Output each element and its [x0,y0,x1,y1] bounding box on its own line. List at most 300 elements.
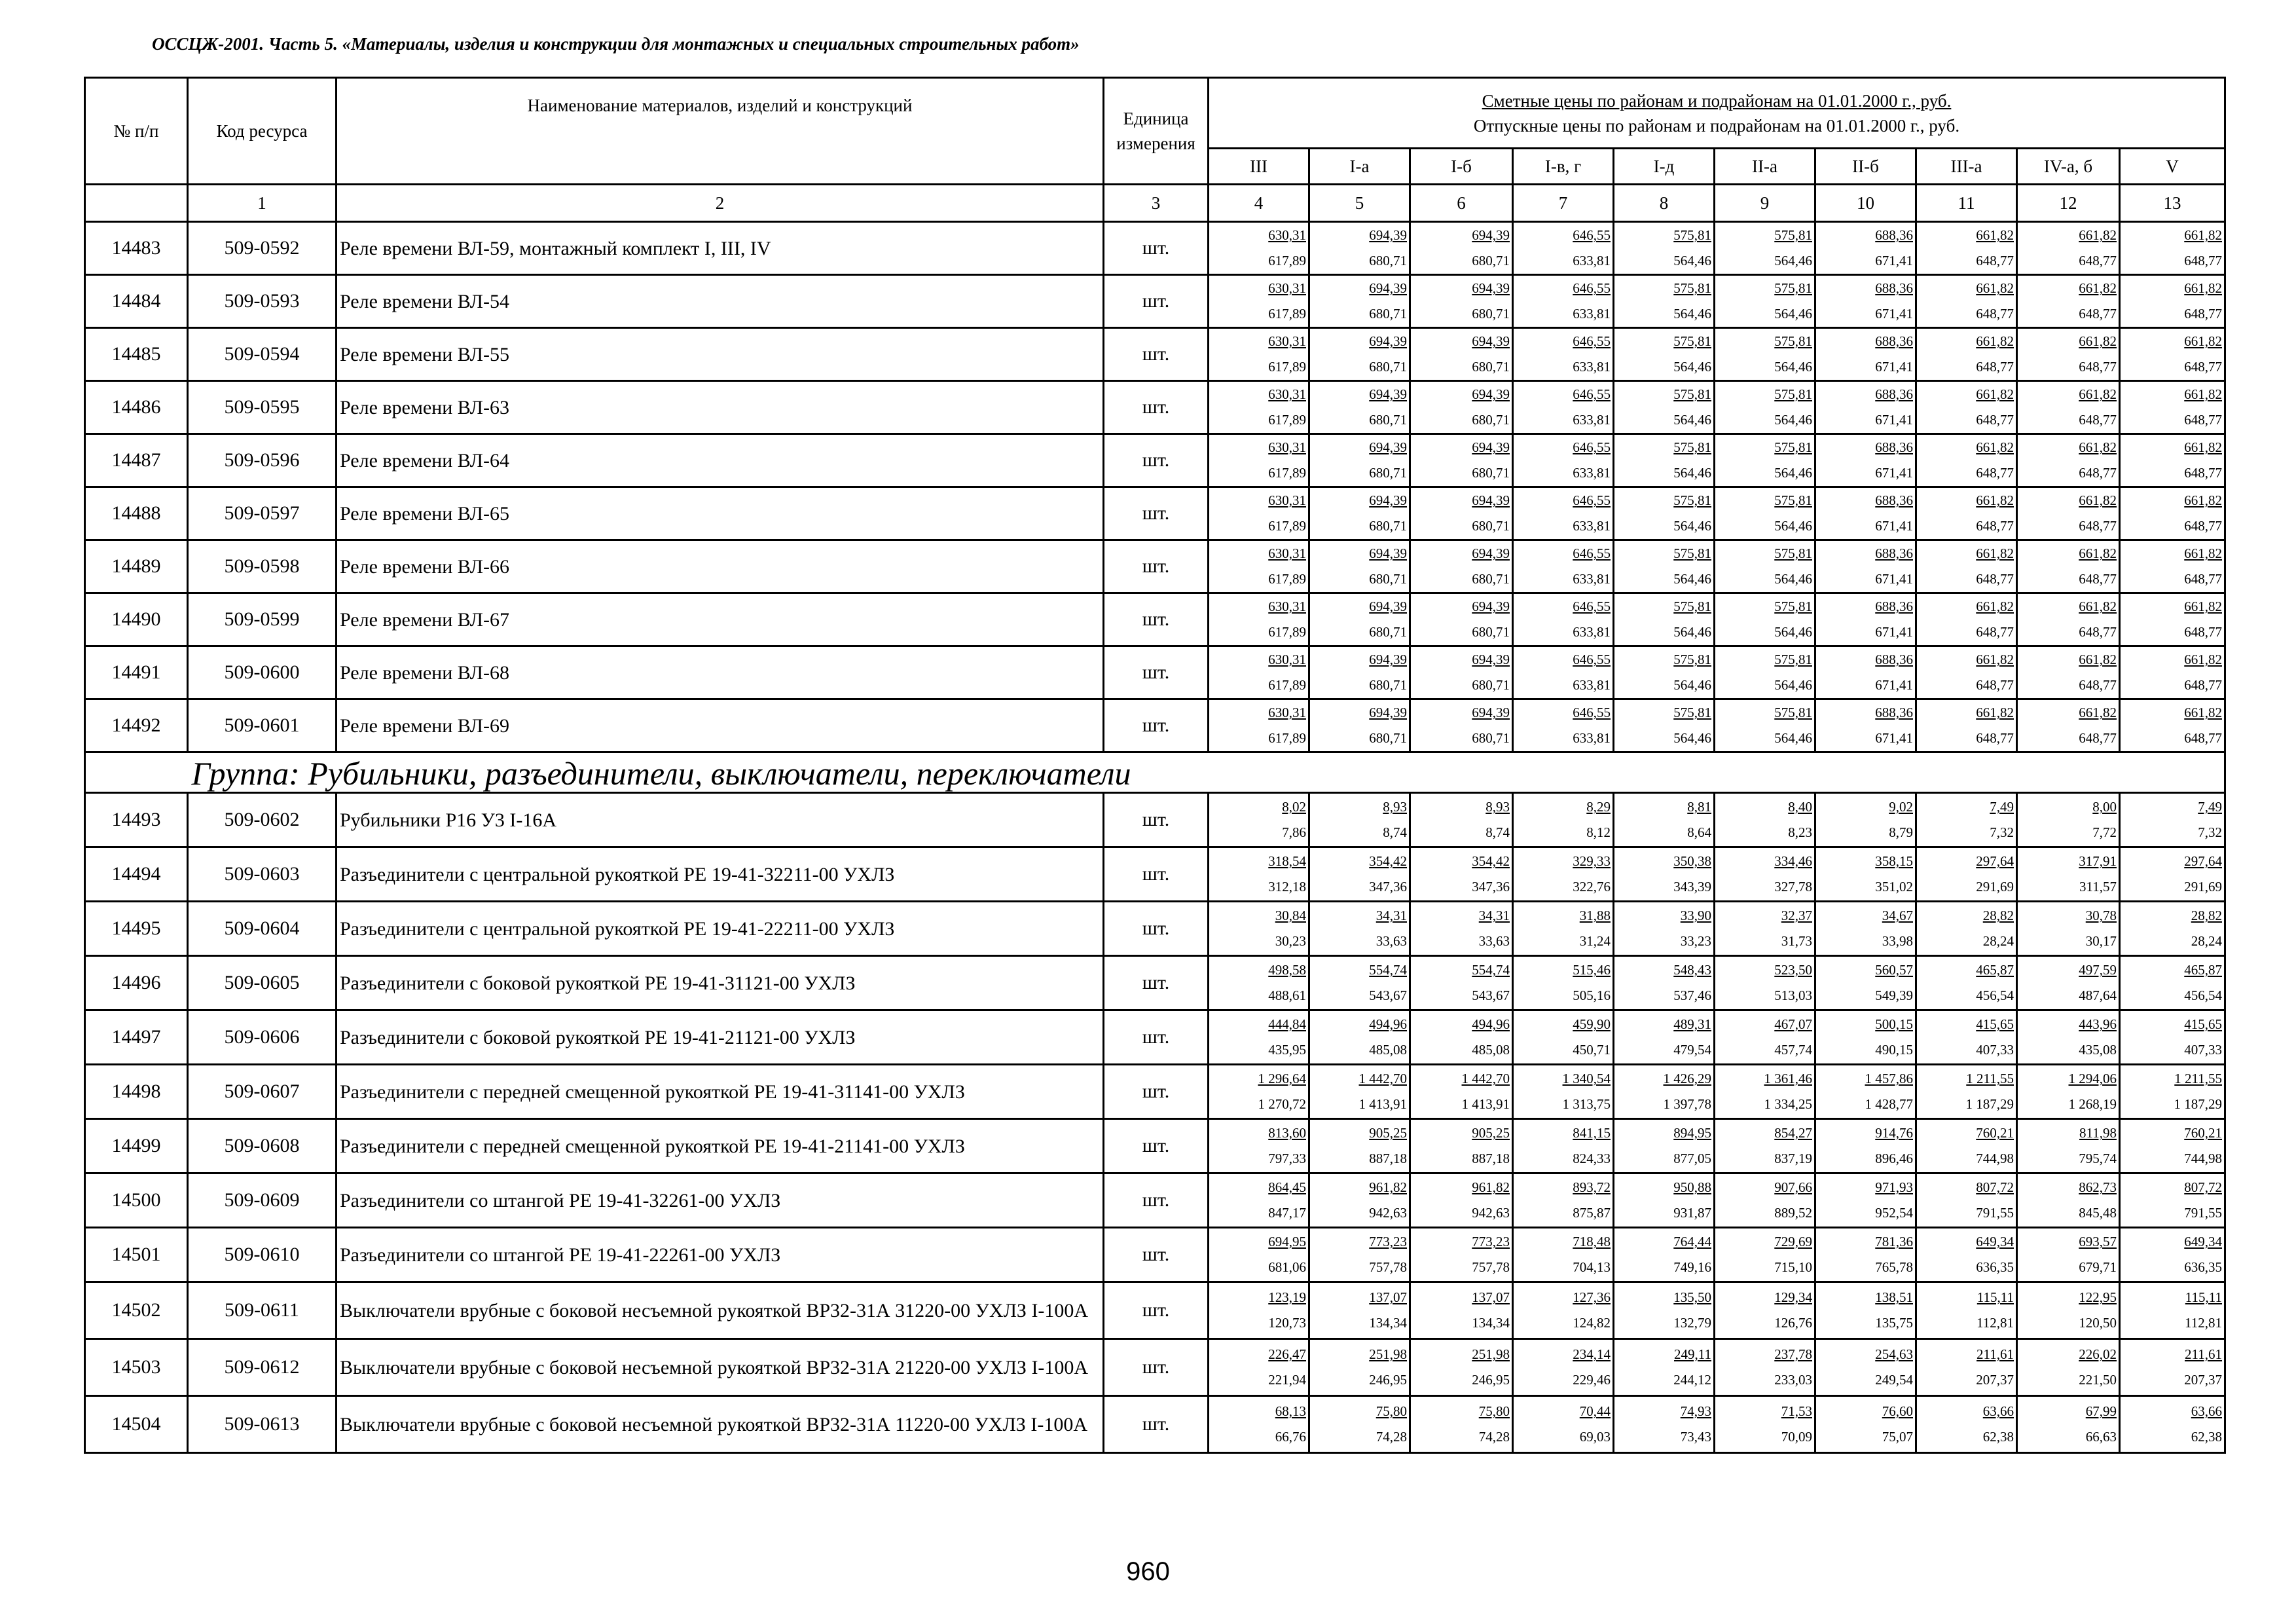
release-price: 648,77 [2079,518,2117,534]
release-price: 1 187,29 [1965,1096,2014,1112]
price-cell [1815,1339,1916,1396]
price-cell [1309,902,1410,956]
estimate-price: 661,82 [2184,439,2222,455]
price-cell [1209,381,1309,434]
unit: шт. [1104,222,1209,275]
release-price: 564,46 [1774,412,1812,428]
release-price: 1 397,78 [1663,1096,1711,1112]
table-row [85,540,2225,593]
estimate-price: 661,82 [2184,492,2222,508]
price-cell [1309,381,1410,434]
price-cell [1815,434,1916,487]
price-cell [1309,275,1410,328]
price-cell [1309,1065,1410,1119]
release-price: 648,77 [2079,730,2117,746]
price-cell [2017,1010,2120,1065]
row-number: 14491 [85,646,188,699]
column-index: 11 [1916,185,2017,222]
release-price: 680,71 [1369,465,1407,481]
price-cell [1916,1396,2017,1453]
release-price: 704,13 [1573,1259,1611,1275]
release-price: 485,08 [1369,1042,1407,1058]
region-header: I-д [1614,149,1715,185]
release-price: 680,71 [1472,571,1510,587]
release-price: 435,08 [2079,1042,2117,1058]
release-price: 564,46 [1774,624,1812,640]
price-cell [1410,328,1513,381]
estimate-price: 318,54 [1268,853,1306,869]
unit: шт. [1104,699,1209,752]
price-cell [1715,1119,1815,1173]
column-index: 13 [2120,185,2225,222]
estimate-price: 688,36 [1875,652,1913,667]
estimate-price: 1 442,70 [1461,1071,1510,1086]
price-cell [1309,1228,1410,1282]
estimate-price: 694,39 [1472,227,1510,243]
release-price: 633,81 [1573,730,1611,746]
release-price: 311,57 [2079,879,2117,895]
material-name: Разъединители с центральной рукояткой РЕ 19-41-32211-00 УХЛЗ [337,847,1104,902]
estimate-price: 661,82 [2184,705,2222,720]
price-cell [1410,1396,1513,1453]
estimate-price: 694,39 [1369,386,1407,402]
release-price: 617,89 [1268,412,1306,428]
release-price: 564,46 [1673,465,1711,481]
resource-code: 509-0608 [188,1119,337,1173]
resource-code: 509-0610 [188,1228,337,1282]
prices-caption-estimate: Сметные цены по районам и подрайонам на 01.01.2000 г., руб. [1482,90,1952,111]
price-cell [2120,956,2225,1010]
estimate-price: 554,74 [1472,962,1510,978]
estimate-price: 358,15 [1875,853,1913,869]
estimate-price: 523,50 [1774,962,1812,978]
row-number: 14497 [85,1010,188,1065]
estimate-price: 329,33 [1573,853,1611,869]
estimate-price: 8,81 [1687,799,1711,815]
material-name: Реле времени ВЛ-54 [337,275,1104,328]
release-price: 680,71 [1369,518,1407,534]
table-row [85,793,2225,847]
price-cell [2017,1119,2120,1173]
release-price: 633,81 [1573,677,1611,693]
estimate-price: 1 457,86 [1865,1071,1913,1086]
estimate-price: 694,39 [1472,545,1510,561]
column-index: 12 [2017,185,2120,222]
release-price: 543,67 [1369,987,1407,1003]
resource-code: 509-0594 [188,328,337,381]
estimate-price: 694,39 [1472,492,1510,508]
material-name: Разъединители с боковой рукояткой РЕ 19-41-31121-00 УХЛЗ [337,956,1104,1010]
release-price: 680,71 [1472,359,1510,375]
col-unit-header: Единица измерения [1104,78,1209,185]
release-price: 680,71 [1472,465,1510,481]
estimate-price: 661,82 [2079,652,2117,667]
release-price: 648,77 [2079,412,2117,428]
release-price: 797,33 [1268,1151,1306,1166]
release-price: 69,03 [1579,1429,1611,1445]
material-name: Реле времени ВЛ-65 [337,487,1104,540]
price-cell [1513,275,1614,328]
release-price: 648,77 [1976,518,2014,534]
release-price: 633,81 [1573,306,1611,322]
row-number: 14486 [85,381,188,434]
table-row [85,699,2225,752]
estimate-price: 575,81 [1774,545,1812,561]
estimate-price: 459,90 [1573,1016,1611,1032]
estimate-price: 251,98 [1472,1346,1510,1362]
release-price: 617,89 [1268,730,1306,746]
estimate-price: 661,82 [2184,386,2222,402]
resource-code: 509-0598 [188,540,337,593]
estimate-price: 28,82 [1982,908,2014,923]
release-price: 7,32 [2198,824,2222,840]
release-price: 648,77 [1976,730,2014,746]
estimate-price: 688,36 [1875,439,1913,455]
row-number: 14504 [85,1396,188,1453]
release-price: 74,28 [1376,1429,1407,1445]
estimate-price: 211,61 [2185,1346,2222,1362]
release-price: 134,34 [1472,1315,1510,1331]
estimate-price: 34,67 [1882,908,1913,923]
release-price: 845,48 [2079,1205,2117,1221]
row-number: 14492 [85,699,188,752]
release-price: 617,89 [1268,677,1306,693]
price-cell [1815,699,1916,752]
row-number: 14500 [85,1173,188,1228]
release-price: 564,46 [1673,730,1711,746]
estimate-price: 560,57 [1875,962,1913,978]
estimate-price: 646,55 [1573,652,1611,667]
release-price: 648,77 [2184,253,2222,268]
estimate-price: 30,84 [1275,908,1306,923]
unit: шт. [1104,847,1209,902]
release-price: 680,71 [1472,412,1510,428]
table-row [85,1173,2225,1228]
estimate-price: 575,81 [1673,652,1711,667]
estimate-price: 661,82 [2079,545,2117,561]
table-row [85,222,2225,275]
estimate-price: 694,39 [1472,705,1510,720]
release-price: 246,95 [1472,1372,1510,1388]
release-price: 407,33 [2184,1042,2222,1058]
price-cell [1916,847,2017,902]
release-price: 680,71 [1472,677,1510,693]
release-price: 744,98 [2184,1151,2222,1166]
price-cell [2017,902,2120,956]
estimate-price: 693,57 [2079,1234,2117,1249]
estimate-price: 688,36 [1875,333,1913,349]
price-cell [1513,1228,1614,1282]
estimate-price: 694,39 [1472,439,1510,455]
price-cell [1815,540,1916,593]
estimate-price: 137,07 [1472,1289,1510,1305]
table-row [85,1282,2225,1339]
unit: шт. [1104,793,1209,847]
estimate-price: 841,15 [1573,1125,1611,1141]
price-cell [1410,793,1513,847]
region-header: III [1209,149,1309,185]
estimate-price: 661,82 [1976,599,2014,614]
estimate-price: 688,36 [1875,492,1913,508]
estimate-price: 249,11 [1674,1346,1711,1362]
price-cell [1614,222,1715,275]
estimate-price: 1 294,06 [2068,1071,2117,1086]
price-cell [2017,434,2120,487]
price-cell [1410,434,1513,487]
estimate-price: 630,31 [1268,545,1306,561]
unit: шт. [1104,956,1209,1010]
table-row [85,487,2225,540]
price-cell [1916,1339,2017,1396]
estimate-price: 515,46 [1573,962,1611,978]
price-cell [2017,1228,2120,1282]
release-price: 744,98 [1976,1151,2014,1166]
row-number: 14499 [85,1119,188,1173]
estimate-price: 760,21 [1976,1125,2014,1141]
release-price: 877,05 [1673,1151,1711,1166]
material-name: Реле времени ВЛ-59, монтажный комплект I, III, IV [337,222,1104,275]
release-price: 351,02 [1875,879,1913,895]
resource-code: 509-0596 [188,434,337,487]
release-price: 1 187,29 [2174,1096,2222,1112]
release-price: 249,54 [1875,1372,1913,1388]
estimate-price: 575,81 [1774,492,1812,508]
release-price: 648,77 [2079,359,2117,375]
price-cell [1209,434,1309,487]
estimate-price: 443,96 [2079,1016,2117,1032]
price-cell [1916,434,2017,487]
release-price: 456,54 [1976,987,2014,1003]
estimate-price: 334,46 [1774,853,1812,869]
price-cell [1410,1173,1513,1228]
unit: шт. [1104,1010,1209,1065]
release-price: 791,55 [2184,1205,2222,1221]
estimate-price: 1 426,29 [1663,1071,1711,1086]
price-cell [1513,593,1614,646]
estimate-price: 971,93 [1875,1179,1913,1195]
estimate-price: 661,82 [1976,439,2014,455]
release-price: 343,39 [1673,879,1711,895]
release-price: 564,46 [1774,677,1812,693]
estimate-price: 254,63 [1875,1346,1913,1362]
row-number: 14484 [85,275,188,328]
release-price: 633,81 [1573,518,1611,534]
col-name-header: Наименование материалов, изделий и конструкций [337,78,1104,185]
release-price: 680,71 [1369,571,1407,587]
unit: шт. [1104,540,1209,593]
estimate-price: 661,82 [1976,227,2014,243]
release-price: 648,77 [2079,253,2117,268]
price-cell [2120,699,2225,752]
release-price: 244,12 [1673,1372,1711,1388]
resource-code: 509-0604 [188,902,337,956]
release-price: 648,77 [2184,518,2222,534]
estimate-price: 465,87 [1976,962,2014,978]
price-cell [1614,902,1715,956]
release-price: 648,77 [2079,677,2117,693]
resource-code: 509-0593 [188,275,337,328]
release-price: 31,73 [1781,933,1812,949]
col-num-header: № п/п [85,78,188,185]
release-price: 135,75 [1875,1315,1913,1331]
estimate-price: 661,82 [1976,386,2014,402]
price-cell [1715,540,1815,593]
estimate-price: 661,82 [1976,652,2014,667]
price-cell [1513,646,1614,699]
price-cell [2017,540,2120,593]
price-cell [1715,902,1815,956]
release-price: 680,71 [1472,306,1510,322]
price-cell [1513,381,1614,434]
estimate-price: 575,81 [1673,599,1711,614]
price-cell [1916,222,2017,275]
resource-code: 509-0603 [188,847,337,902]
release-price: 134,34 [1369,1315,1407,1331]
estimate-price: 489,31 [1673,1016,1711,1032]
resource-code: 509-0609 [188,1173,337,1228]
column-index: 10 [1815,185,1916,222]
estimate-price: 34,31 [1376,908,1407,923]
price-cell [1815,1396,1916,1453]
price-cell [1410,1228,1513,1282]
estimate-price: 1 211,55 [1966,1071,2014,1086]
release-price: 8,64 [1687,824,1711,840]
release-price: 680,71 [1369,677,1407,693]
price-cell [1815,381,1916,434]
release-price: 564,46 [1774,359,1812,375]
price-cell [1715,275,1815,328]
price-cell [1410,1065,1513,1119]
release-price: 66,63 [2085,1429,2117,1445]
estimate-price: 317,91 [2079,853,2117,869]
column-index: 4 [1209,185,1309,222]
estimate-price: 694,39 [1472,386,1510,402]
estimate-price: 862,73 [2079,1179,2117,1195]
material-name: Реле времени ВЛ-68 [337,646,1104,699]
price-cell [1614,699,1715,752]
price-cell [2017,1065,2120,1119]
estimate-price: 115,11 [1977,1289,2014,1305]
release-price: 648,77 [1976,359,2014,375]
price-cell [2120,1339,2225,1396]
estimate-price: 646,55 [1573,439,1611,455]
price-cell [1513,1396,1614,1453]
estimate-price: 773,23 [1472,1234,1510,1249]
release-price: 671,41 [1875,359,1913,375]
release-price: 680,71 [1472,253,1510,268]
price-cell [1614,793,1715,847]
price-cell [1209,956,1309,1010]
table-row [85,1010,2225,1065]
price-cell [1513,487,1614,540]
estimate-price: 961,82 [1472,1179,1510,1195]
release-price: 28,24 [2191,933,2222,949]
price-table [84,77,2226,1454]
estimate-price: 661,82 [1976,492,2014,508]
unit: шт. [1104,487,1209,540]
price-cell [2017,328,2120,381]
price-cell [1410,1282,1513,1339]
release-price: 70,09 [1781,1429,1812,1445]
estimate-price: 63,66 [1982,1403,2014,1419]
estimate-price: 950,88 [1673,1179,1711,1195]
estimate-price: 914,76 [1875,1125,1913,1141]
price-cell [1815,275,1916,328]
price-cell [1309,1119,1410,1173]
release-price: 680,71 [1369,306,1407,322]
header-row [85,78,2225,149]
resource-code: 509-0605 [188,956,337,1010]
estimate-price: 575,81 [1673,492,1711,508]
unit: шт. [1104,1339,1209,1396]
resource-code: 509-0611 [188,1282,337,1339]
material-name: Реле времени ВЛ-67 [337,593,1104,646]
price-cell [1815,1173,1916,1228]
estimate-price: 694,39 [1472,652,1510,667]
release-price: 795,74 [2079,1151,2117,1166]
region-header: III-а [1916,149,2017,185]
estimate-price: 688,36 [1875,280,1913,296]
unit: шт. [1104,593,1209,646]
price-cell [1410,1119,1513,1173]
row-number: 14489 [85,540,188,593]
estimate-price: 9,02 [1889,799,1913,815]
material-name: Разъединители с боковой рукояткой РЕ 19-41-21121-00 УХЛЗ [337,1010,1104,1065]
estimate-price: 764,44 [1673,1234,1711,1249]
table-row [85,956,2225,1010]
unit: шт. [1104,381,1209,434]
unit: шт. [1104,1173,1209,1228]
release-price: 679,71 [2079,1259,2117,1275]
table-row [85,381,2225,434]
estimate-price: 630,31 [1268,333,1306,349]
price-cell [1209,847,1309,902]
material-name: Разъединители со штангой РЕ 19-41-22261-00 УХЛЗ [337,1228,1104,1282]
price-cell [1209,1173,1309,1228]
estimate-price: 905,25 [1369,1125,1407,1141]
release-price: 8,23 [1788,824,1812,840]
price-cell [1209,1228,1309,1282]
release-price: 7,86 [1282,824,1306,840]
table-row [85,434,2225,487]
price-cell [1513,1173,1614,1228]
estimate-price: 8,40 [1788,799,1812,815]
release-price: 112,81 [2185,1315,2222,1331]
estimate-price: 575,81 [1774,280,1812,296]
estimate-price: 661,82 [2184,227,2222,243]
release-price: 648,77 [1976,571,2014,587]
price-cell [1916,1065,2017,1119]
estimate-price: 297,64 [2184,853,2222,869]
estimate-price: 864,45 [1268,1179,1306,1195]
price-cell [1209,1010,1309,1065]
release-price: 648,77 [2079,571,2117,587]
table-row [85,328,2225,381]
estimate-price: 548,43 [1673,962,1711,978]
unit: шт. [1104,1396,1209,1453]
release-price: 671,41 [1875,677,1913,693]
row-number: 14503 [85,1339,188,1396]
price-cell [1916,699,2017,752]
material-name: Выключатели врубные с боковой несъемной рукояткой ВР32-31А 11220-00 УХЛЗ I-100А [337,1396,1104,1453]
release-price: 648,77 [2079,306,2117,322]
estimate-price: 854,27 [1774,1125,1812,1141]
estimate-price: 961,82 [1369,1179,1407,1195]
price-cell [2120,593,2225,646]
estimate-price: 467,07 [1774,1016,1812,1032]
release-price: 124,82 [1573,1315,1611,1331]
estimate-price: 34,31 [1478,908,1510,923]
